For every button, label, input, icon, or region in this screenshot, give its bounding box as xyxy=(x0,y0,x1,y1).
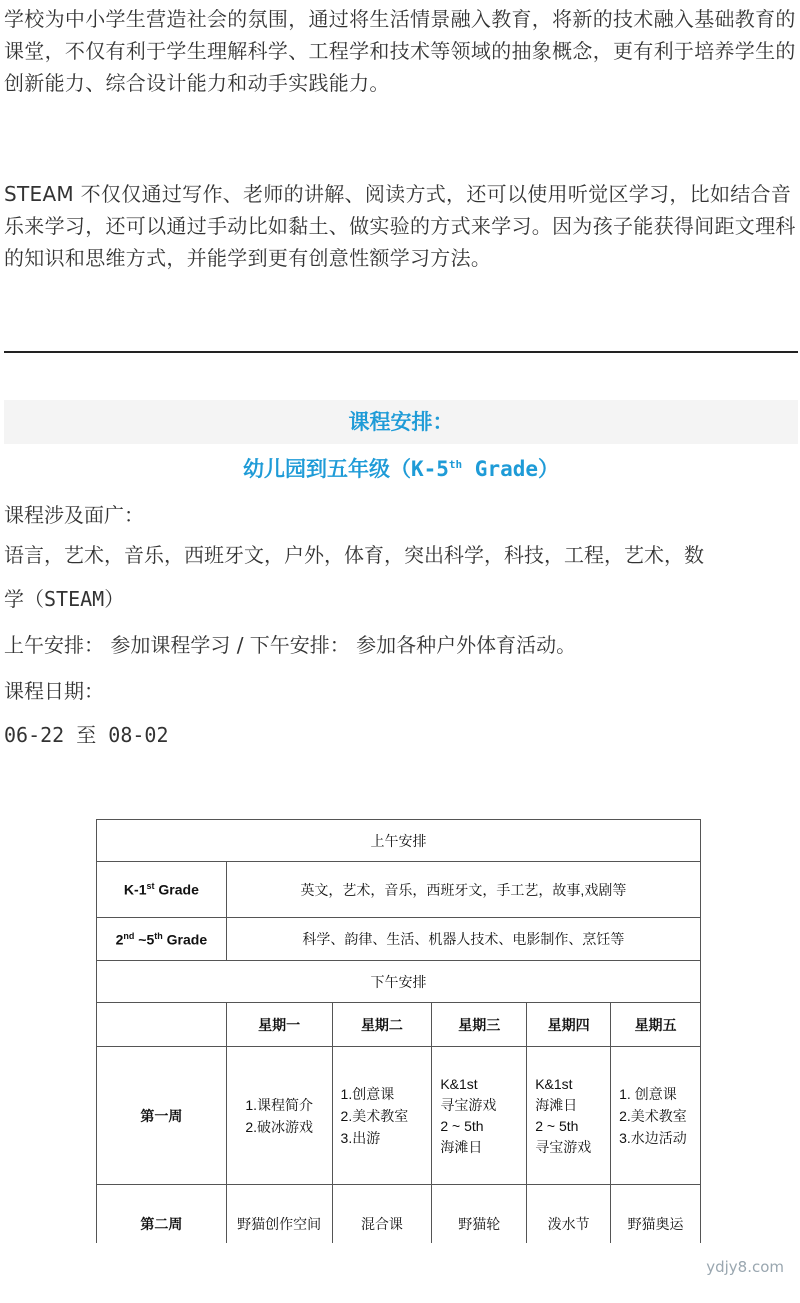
week2-wed: 野猫轮 xyxy=(432,1185,527,1263)
table-crop-mask xyxy=(96,1243,706,1303)
grade-2-5: 2nd ~5th Grade xyxy=(97,918,227,961)
week2-label: 第二周 xyxy=(97,1185,227,1263)
week2-mon: 野猫创作空间 xyxy=(226,1185,332,1263)
scope-line-2: 学（STEAM） xyxy=(4,587,125,611)
g25-content: 科学、韵律、生活、机器人技术、电影制作、烹饪等 xyxy=(226,918,700,961)
intro-paragraph-1: 学校为中小学生营造社会的氛围，通过将生活情景融入教育，将新的技术融入基础教育的课堂，不仅有利于学生理解科学、工程学和技术等领域的抽象概念，更有利于培养学生的创新能力、综合设计能力和动手实践能力。 xyxy=(4,7,796,95)
intro-paragraph-2: STEAM 不仅仅通过写作、老师的讲解、阅读方式，还可以使用听觉区学习，比如结合音乐来学习，还可以通过手动比如黏土、做实验的方式来学习。因为孩子能获得间距文理科的知识和思维方式，并能学到更有创意性额学习方法。 xyxy=(4,182,796,270)
week2-thu: 泼水节 xyxy=(527,1185,611,1263)
week1-thu: K&1st 海滩日 2 ~ 5th 寻宝游戏 xyxy=(527,1047,611,1185)
table-row xyxy=(97,1047,701,1185)
week2-tue: 混合课 xyxy=(332,1185,432,1263)
day-fri: 星期五 xyxy=(611,1003,701,1047)
grade-k1: K-1st Grade xyxy=(97,862,227,918)
week1-label: 第一周 xyxy=(97,1047,227,1185)
week2-fri: 野猫奥运 xyxy=(611,1185,701,1263)
table-row xyxy=(97,918,701,961)
scope-line-1: 语言，艺术，音乐，西班牙文，户外，体育，突出科学，科技，工程，艺术，数 xyxy=(4,543,704,567)
day-thu: 星期四 xyxy=(527,1003,611,1047)
date-label: 课程日期： xyxy=(4,679,104,703)
schedule-line: 上午安排： 参加课程学习 / 下午安排： 参加各种户外体育活动。 xyxy=(4,633,577,657)
week1-mon: 1.课程简介 2.破冰游戏 xyxy=(226,1047,332,1185)
blank-corner xyxy=(97,1003,227,1047)
table-row xyxy=(97,961,701,1003)
section-divider xyxy=(4,351,798,353)
table-row xyxy=(97,862,701,918)
pm-header: 下午安排 xyxy=(97,961,701,1003)
date-value: 06-22 至 08-02 xyxy=(4,723,169,747)
day-wed: 星期三 xyxy=(432,1003,527,1047)
table-row xyxy=(97,1003,701,1047)
table-row xyxy=(97,820,701,862)
week1-wed: K&1st 寻宝游戏 2 ~ 5th 海滩日 xyxy=(432,1047,527,1185)
watermark: ydjy8.com xyxy=(706,1258,784,1276)
day-tue: 星期二 xyxy=(332,1003,432,1047)
section-title: 课程安排： xyxy=(348,410,454,434)
section-subtitle: 幼儿园到五年级（K-5th Grade） xyxy=(242,457,560,481)
am-header: 上午安排 xyxy=(97,820,701,862)
week1-tue: 1.创意课 2.美术教室 3.出游 xyxy=(332,1047,432,1185)
week1-fri: 1. 创意课 2.美术教室 3.水边活动 xyxy=(611,1047,701,1185)
schedule-table xyxy=(96,819,701,1263)
k1-content: 英文，艺术，音乐，西班牙文，手工艺，故事,戏剧等 xyxy=(226,862,700,918)
scope-label: 课程涉及面广： xyxy=(4,503,144,527)
day-mon: 星期一 xyxy=(226,1003,332,1047)
